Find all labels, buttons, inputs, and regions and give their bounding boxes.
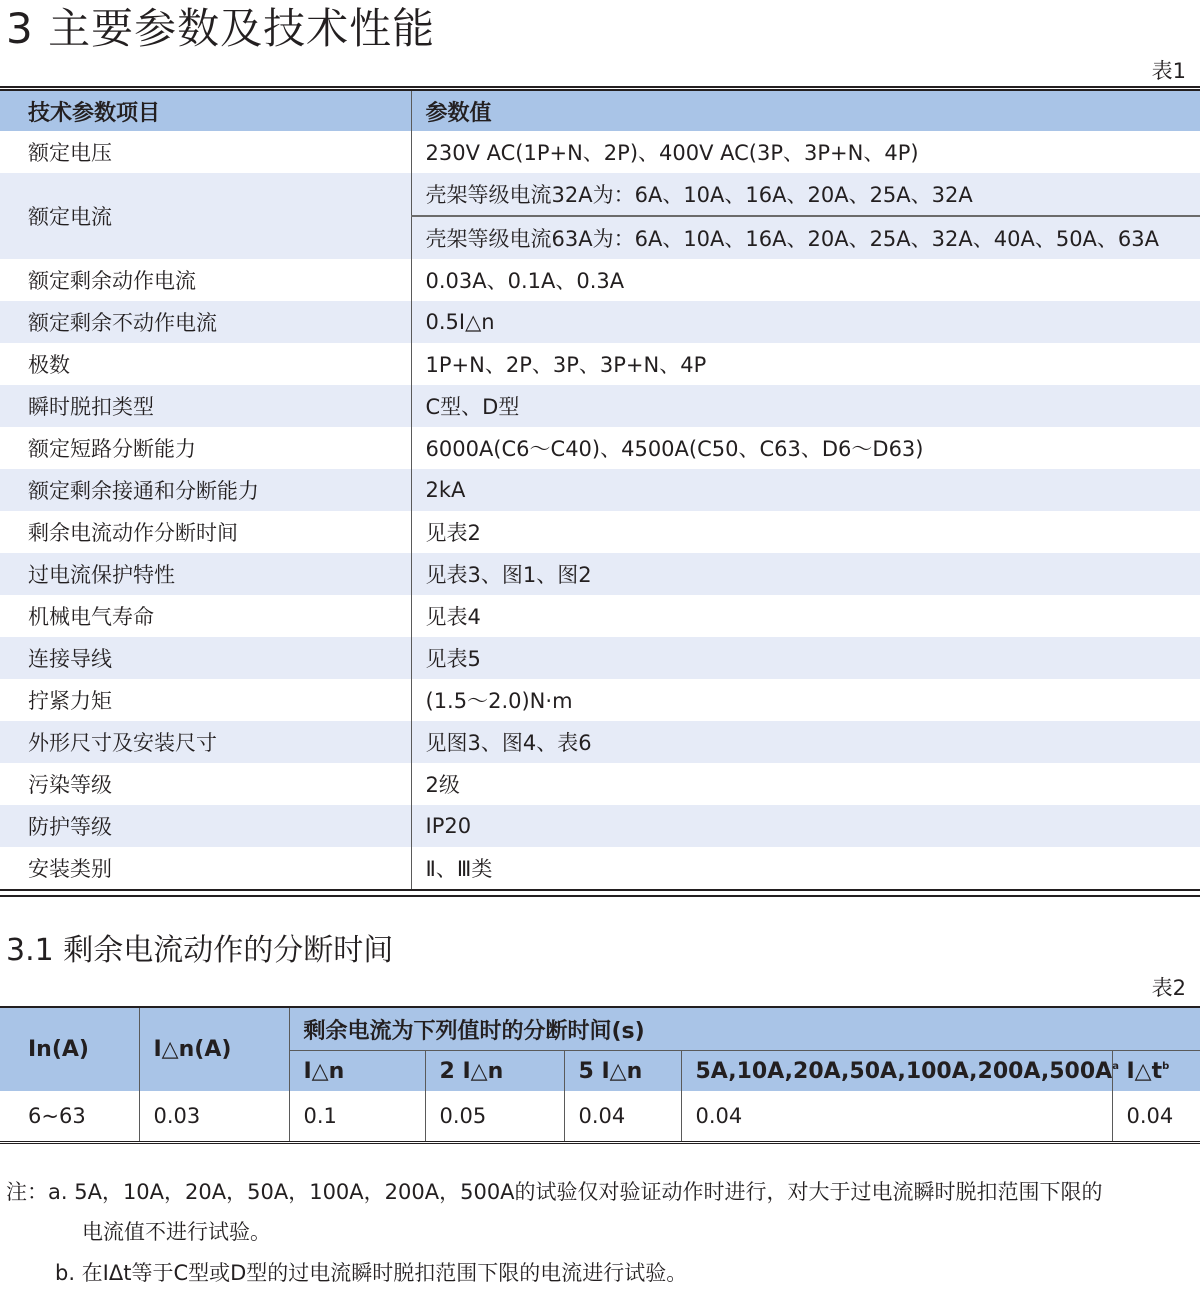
row-item: 安装类别	[0, 847, 411, 890]
section-title: 3.1 剩余电流动作的分断时间	[6, 933, 394, 968]
row-item: 额定电压	[0, 131, 411, 173]
table-row	[0, 847, 1200, 890]
header-value: 参数值	[411, 90, 1200, 131]
row-item: 额定短路分断能力	[0, 427, 411, 469]
header-group: 剩余电流为下列值时的分断时间(s)	[289, 1007, 1200, 1051]
row-item: 污染等级	[0, 763, 411, 805]
cell-idn: 0.03	[139, 1091, 289, 1143]
table-row	[0, 469, 1200, 511]
note-line-1: 注：a. 5A，10A，20A，50A，100A，200A，500A的试验仅对验证动作时进行，对大于过电流瞬时脱扣范围下限的	[6, 1180, 1103, 1204]
row-item: 额定电流	[0, 173, 411, 259]
row-item: 防护等级	[0, 805, 411, 847]
row-item: 机械电气寿命	[0, 595, 411, 637]
footnote-a-marker: a	[1112, 1060, 1119, 1072]
row-value: 见表4	[425, 605, 481, 629]
row-value: 见表3、图1、图2	[411, 553, 1200, 595]
subheader-5-text: I△t	[1126, 1058, 1163, 1084]
subheader-2: 2 I△n	[425, 1051, 564, 1092]
row-value: 2级	[425, 773, 460, 797]
table-row	[0, 173, 1200, 216]
table2-caption: 表2	[1151, 976, 1186, 1000]
table1-caption: 表1	[1151, 59, 1186, 83]
row-value: C型、D型	[411, 385, 1200, 427]
table-row	[0, 763, 1200, 805]
header-in: In(A)	[0, 1007, 139, 1091]
row-value: 1P+N、2P、3P、3P+N、4P	[425, 353, 707, 377]
note-line-2: 电流值不进行试验。	[82, 1220, 271, 1244]
table-row	[0, 805, 1200, 847]
row-item: 额定剩余动作电流	[0, 259, 411, 301]
subheader-4-text: 5A,10A,20A,50A,100A,200A,500A	[695, 1058, 1113, 1084]
table-header-row	[0, 90, 1200, 131]
subheader-1: I△n	[289, 1051, 425, 1092]
subheader-3: 5 I△n	[564, 1051, 681, 1092]
table-row	[0, 385, 1200, 427]
table-row	[0, 721, 1200, 763]
cell-t5: 0.04	[1126, 1104, 1174, 1128]
row-value: 见表2	[425, 521, 481, 545]
row-item: 连接导线	[0, 637, 411, 679]
row-item: 拧紧力矩	[0, 679, 411, 721]
row-value: (1.5～2.0)N·m	[425, 689, 573, 713]
row-item: 过电流保护特性	[0, 553, 411, 595]
row-item: 瞬时脱扣类型	[0, 385, 411, 427]
row-value: 见表5	[411, 637, 1200, 679]
technical-parameters-table	[0, 89, 1200, 891]
table-row	[0, 637, 1200, 679]
row-value: 0.5I△n	[411, 301, 1200, 343]
row-value: 壳架等级电流63A为：6A、10A、16A、20A、25A、32A、40A、50A、63A	[411, 216, 1200, 259]
row-value: 2kA	[411, 469, 1200, 511]
table-row	[0, 131, 1200, 173]
table-header-row	[0, 1007, 1200, 1051]
header-idn: I△n(A)	[139, 1007, 289, 1091]
table-row	[0, 301, 1200, 343]
header-item: 技术参数项目	[0, 90, 411, 131]
row-value: 0.03A、0.1A、0.3A	[425, 269, 625, 293]
row-value: 见图3、图4、表6	[411, 721, 1200, 763]
cell-t3: 0.04	[564, 1091, 681, 1143]
table-row	[0, 511, 1200, 553]
page-title: 3 主要参数及技术性能	[6, 4, 436, 53]
cell-t1: 0.1	[289, 1091, 425, 1143]
row-value: 6000A(C6～C40)、4500A(C50、C63、D6～D63)	[425, 437, 924, 461]
row-item: 剩余电流动作分断时间	[0, 511, 411, 553]
breaking-time-table	[0, 1006, 1200, 1144]
table-row	[0, 1091, 1200, 1143]
row-item: 外形尺寸及安装尺寸	[0, 721, 411, 763]
cell-t2: 0.05	[425, 1091, 564, 1143]
table1-bottom-rule	[0, 895, 1200, 897]
table-row	[0, 343, 1200, 385]
subheader-5	[1112, 1051, 1200, 1092]
footnote-b-marker: b	[1162, 1060, 1170, 1072]
row-value: Ⅱ、Ⅲ类	[425, 857, 493, 881]
cell-t4: 0.04	[681, 1091, 1112, 1143]
row-value: IP20	[411, 805, 1200, 847]
row-item: 额定剩余不动作电流	[0, 301, 411, 343]
note-line-3: b. 在IΔt等于C型或D型的过电流瞬时脱扣范围下限的电流进行试验。	[55, 1261, 688, 1285]
row-item: 额定剩余接通和分断能力	[0, 469, 411, 511]
title-rule	[0, 86, 1200, 88]
subheader-4	[681, 1051, 1119, 1092]
table-row	[0, 259, 1200, 301]
table-row	[0, 595, 1200, 637]
table-row	[0, 679, 1200, 721]
cell-in: 6~63	[0, 1091, 139, 1143]
table-row	[0, 427, 1200, 469]
row-value: 壳架等级电流32A为：6A、10A、16A、20A、25A、32A	[411, 173, 1200, 216]
row-value: 230V AC(1P+N、2P)、400V AC(3P、3P+N、4P)	[425, 141, 919, 165]
row-item: 极数	[0, 343, 411, 385]
table-row	[0, 553, 1200, 595]
